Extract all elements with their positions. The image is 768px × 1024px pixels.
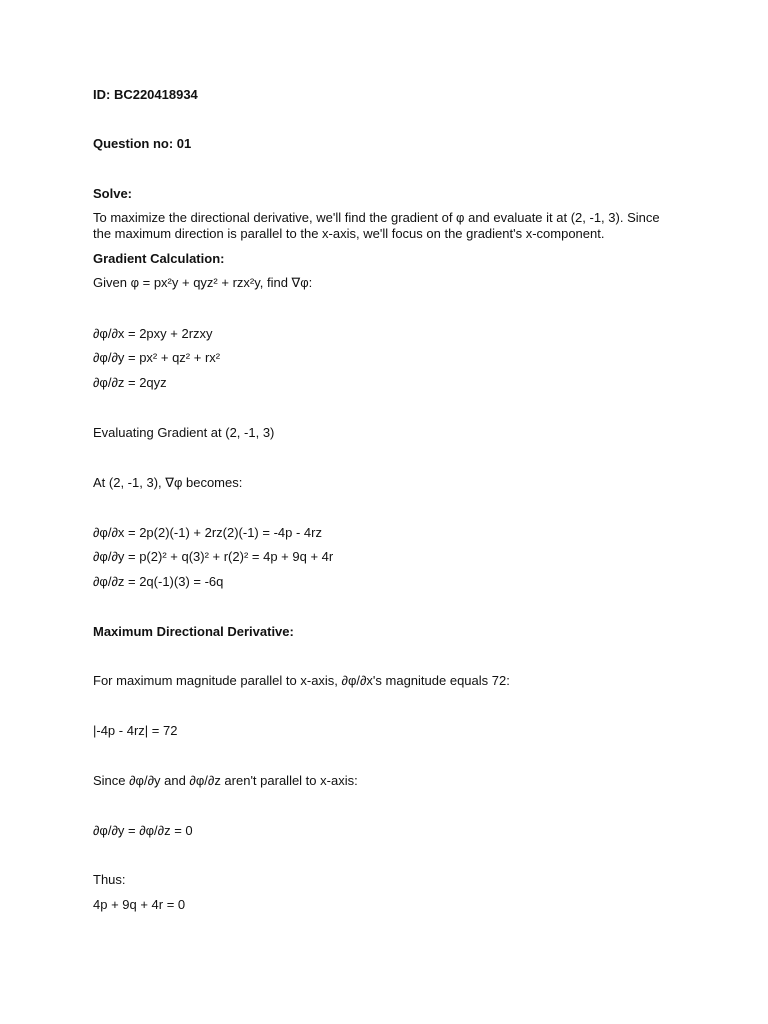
given-function-line: Given φ = px²y + qyz² + rzx²y, find ∇φ:: [93, 275, 313, 290]
intro-paragraph: To maximize the directional derivative, we'll find the gradient of φ and evaluate it at (2, -1, 3). Since the maximum direction is parallel to the x-axis, we'll focus on the gradient's x-component.: [93, 210, 660, 241]
magnitude-line: For maximum magnitude parallel to x-axis, ∂φ/∂x's magnitude equals 72:: [93, 673, 510, 688]
question-number: Question no: 01: [93, 136, 192, 151]
absolute-value-equation: |-4p - 4rz| = 72: [93, 723, 178, 738]
at-point-line: At (2, -1, 3), ∇φ becomes:: [93, 475, 243, 490]
evaluated-partial-x: ∂φ/∂x = 2p(2)(-1) + 2rz(2)(-1) = -4p - 4rz: [93, 525, 322, 540]
solve-heading: Solve:: [93, 186, 133, 201]
evaluated-partial-z: ∂φ/∂z = 2q(-1)(3) = -6q: [93, 574, 224, 589]
partial-derivative-x: ∂φ/∂x = 2pxy + 2rzxy: [93, 326, 213, 341]
gradient-heading: Gradient Calculation:: [93, 251, 225, 266]
evaluating-gradient-line: Evaluating Gradient at (2, -1, 3): [93, 425, 275, 440]
thus-line: Thus:: [93, 872, 126, 887]
student-id: ID: BC220418934: [93, 87, 198, 102]
partial-derivative-y: ∂φ/∂y = px² + qz² + rx²: [93, 350, 221, 365]
evaluated-partial-y: ∂φ/∂y = p(2)² + q(3)² + r(2)² = 4p + 9q + 4r: [93, 549, 334, 564]
partial-derivative-z: ∂φ/∂z = 2qyz: [93, 375, 167, 390]
final-equation: 4p + 9q + 4r = 0: [93, 897, 186, 912]
since-line: Since ∂φ/∂y and ∂φ/∂z aren't parallel to x-axis:: [93, 773, 358, 788]
max-derivative-heading: Maximum Directional Derivative:: [93, 624, 294, 639]
zero-equation: ∂φ/∂y = ∂φ/∂z = 0: [93, 823, 193, 838]
